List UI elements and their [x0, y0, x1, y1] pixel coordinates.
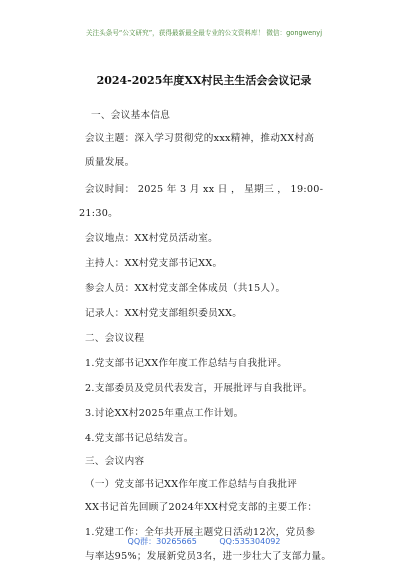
paragraph-line: 参会人员：XX村党支部全体成员（共15人）。	[85, 283, 286, 294]
agenda-item: 3.讨论XX村2025年重点工作计划。	[85, 408, 244, 419]
paragraph-line: 记录人：XX村党支部组织委员XX。	[85, 308, 243, 319]
paragraph-line: 会议主题：深入学习贯彻党的xxx精神，推动XX村高	[85, 133, 315, 144]
paragraph-line: 会议时间： 2025 年 3 月 xx 日 ， 星期三 ， 19:00-	[85, 184, 324, 195]
paragraph-line: 主持人：XX村党支部书记XX。	[85, 258, 223, 269]
paragraph-line: 21:30。	[79, 208, 119, 219]
paragraph-line: 1.党建工作：全年共开展主题党日活动12次，党员参	[85, 527, 316, 538]
agenda-item: 1.党支部书记XX作年度工作总结与自我批评。	[85, 358, 288, 369]
agenda-item: 2.支部委员及党员代表发言，开展批评与自我批评。	[85, 383, 313, 394]
section-heading: 一、会议基本信息	[91, 110, 171, 121]
subsection-heading: （一）党支部书记XX作年度工作总结与自我批评	[85, 479, 298, 490]
footer-contact	[0, 536, 408, 547]
footer-qq-number: QQ:535304092	[219, 537, 281, 546]
paragraph-line: 会议地点：XX村党员活动室。	[85, 233, 218, 244]
document-body	[79, 108, 335, 568]
paragraph-line: 与率达95%；发展新党员3名，进一步壮大了支部力量。	[85, 551, 332, 562]
paragraph-line: 质量发展。	[85, 157, 135, 168]
paragraph-line: XX书记首先回顾了2024年XX村党支部的主要工作：	[85, 502, 318, 513]
agenda-item: 4.党支部书记总结发言。	[85, 433, 194, 444]
section-heading: 二、会议议程	[85, 333, 145, 344]
footer-qq-group: QQ群：30265665	[127, 537, 197, 546]
header-notice: 关注头条号“公文研究”，获得最新最全最专业的公文资料库！ 微信：gongwenyj	[85, 29, 323, 37]
section-heading: 三、会议内容	[85, 456, 145, 467]
document-title: 2024-2025年度XX村民主生活会会议记录	[96, 74, 312, 87]
